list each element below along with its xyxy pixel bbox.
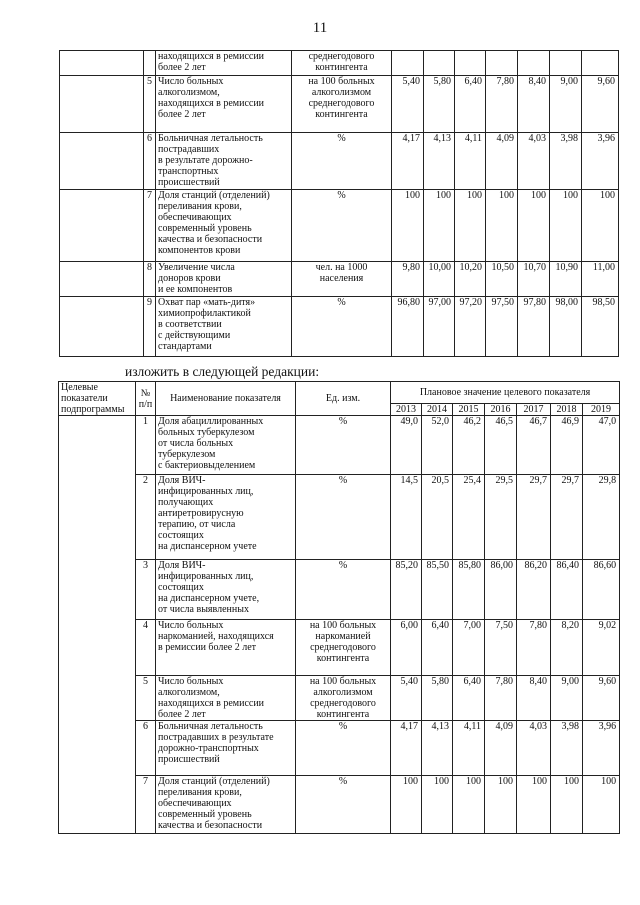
value-cell: 10,00 — [424, 262, 455, 297]
value-cell: 10,20 — [455, 262, 486, 297]
indicator-name: Охват пар «мать-дитя» химиопрофилактикой в соответствии с действующими стандартами — [156, 297, 292, 357]
empty-group-cell — [60, 51, 144, 76]
value-cell: 9,80 — [392, 262, 424, 297]
value-cell: 4,09 — [486, 133, 518, 190]
value-cell: 47,0 — [583, 416, 620, 475]
row-number: 6 — [136, 721, 156, 776]
header-year: 2017 — [517, 403, 551, 415]
value-cell: 86,20 — [517, 560, 551, 620]
value-cell: 86,60 — [583, 560, 620, 620]
value-cell: 4,03 — [518, 133, 550, 190]
indicator-name: Число больных наркоманией, находящихся в ремиссии более 2 лет — [156, 620, 296, 676]
section-heading: изложить в следующей редакции: — [125, 364, 320, 379]
row-number — [144, 51, 156, 76]
value-cell: 10,90 — [550, 262, 582, 297]
value-cell — [486, 51, 518, 76]
value-cell: 49,0 — [391, 416, 422, 475]
value-cell: 100 — [582, 190, 619, 262]
value-cell: 46,2 — [453, 416, 485, 475]
indicator-name: Больничная летальность пострадавших в результате дорожно- транспортных происшествий — [156, 133, 292, 190]
value-cell: 86,00 — [485, 560, 517, 620]
header-indicator-name: Наименование показателя — [156, 382, 296, 416]
value-cell — [392, 51, 424, 76]
value-cell: 29,7 — [517, 475, 551, 560]
value-cell: 4,03 — [517, 721, 551, 776]
value-cell: 5,40 — [391, 676, 422, 721]
header-year: 2014 — [422, 403, 453, 415]
empty-group-cell — [60, 262, 144, 297]
value-cell: 9,60 — [582, 76, 619, 133]
indicator-name: Больничная летальность пострадавших в результате дорожно-транспортных происшествий — [156, 721, 296, 776]
value-cell: 3,98 — [550, 133, 582, 190]
value-cell: 5,80 — [424, 76, 455, 133]
value-cell: 9,00 — [550, 76, 582, 133]
table-row — [60, 262, 619, 297]
header-planned-value: Плановое значение целевого показателя — [391, 382, 620, 404]
value-cell: 3,98 — [551, 721, 583, 776]
header-target-indicators: Целевые показатели подпрограммы — [59, 382, 136, 416]
table-row — [59, 416, 620, 475]
empty-group-cell — [60, 76, 144, 133]
indicator-unit: % — [296, 560, 391, 620]
value-cell: 100 — [453, 776, 485, 834]
empty-group-cell — [60, 133, 144, 190]
row-number: 1 — [136, 416, 156, 475]
row-number: 6 — [144, 133, 156, 190]
row-number: 9 — [144, 297, 156, 357]
value-cell: 8,20 — [551, 620, 583, 676]
row-number: 7 — [144, 190, 156, 262]
value-cell: 6,40 — [453, 676, 485, 721]
value-cell: 20,5 — [422, 475, 453, 560]
value-cell: 98,50 — [582, 297, 619, 357]
value-cell: 97,80 — [518, 297, 550, 357]
empty-group-cell — [60, 190, 144, 262]
table-row — [60, 76, 619, 133]
indicator-unit: на 100 больных алкоголизмом среднегодового контингента — [296, 676, 391, 721]
value-cell: 96,80 — [392, 297, 424, 357]
value-cell: 100 — [485, 776, 517, 834]
indicator-name: Доля станций (отделений) переливания крови, обеспечивающих современный уровень качества и безопасности — [156, 776, 296, 834]
table-row — [59, 721, 620, 776]
indicator-name: находящихся в ремиссии более 2 лет — [156, 51, 292, 76]
value-cell: 6,00 — [391, 620, 422, 676]
value-cell: 5,80 — [422, 676, 453, 721]
table-row — [60, 133, 619, 190]
header-year: 2013 — [391, 403, 422, 415]
value-cell: 4,09 — [485, 721, 517, 776]
table-row — [60, 51, 619, 76]
indicator-name: Доля ВИЧ- инфицированных лиц, получающих антиретровирусную терапию, от числа состоящих на диспансерном учете — [156, 475, 296, 560]
value-cell: 8,40 — [517, 676, 551, 721]
value-cell: 7,80 — [485, 676, 517, 721]
value-cell: 100 — [550, 190, 582, 262]
value-cell: 97,00 — [424, 297, 455, 357]
value-cell: 4,17 — [391, 721, 422, 776]
value-cell: 100 — [422, 776, 453, 834]
value-cell: 46,5 — [485, 416, 517, 475]
header-unit: Ед. изм. — [296, 382, 391, 416]
value-cell: 100 — [424, 190, 455, 262]
row-number: 2 — [136, 475, 156, 560]
value-cell: 9,60 — [583, 676, 620, 721]
value-cell: 4,17 — [392, 133, 424, 190]
value-cell: 100 — [551, 776, 583, 834]
value-cell: 4,13 — [424, 133, 455, 190]
indicator-unit: чел. на 1000 населения — [292, 262, 392, 297]
value-cell — [550, 51, 582, 76]
value-cell: 29,8 — [583, 475, 620, 560]
indicator-unit: на 100 больных наркоманией среднегодового контингента — [296, 620, 391, 676]
indicator-name: Число больных алкоголизмом, находящихся в ремиссии более 2 лет — [156, 676, 296, 721]
row-number: 3 — [136, 560, 156, 620]
indicator-unit: % — [292, 190, 392, 262]
value-cell — [518, 51, 550, 76]
value-cell: 85,80 — [453, 560, 485, 620]
value-cell: 100 — [486, 190, 518, 262]
value-cell: 5,40 — [392, 76, 424, 133]
value-cell — [455, 51, 486, 76]
table-row — [59, 676, 620, 721]
empty-group-cell — [60, 297, 144, 357]
value-cell: 7,50 — [485, 620, 517, 676]
value-cell: 85,50 — [422, 560, 453, 620]
indicator-unit: среднегодового контингента — [292, 51, 392, 76]
row-number: 5 — [144, 76, 156, 133]
header-year: 2016 — [485, 403, 517, 415]
value-cell — [424, 51, 455, 76]
value-cell: 29,5 — [485, 475, 517, 560]
value-cell: 98,00 — [550, 297, 582, 357]
value-cell: 100 — [517, 776, 551, 834]
value-cell: 9,02 — [583, 620, 620, 676]
row-number: 4 — [136, 620, 156, 676]
table-row — [59, 620, 620, 676]
value-cell: 11,00 — [582, 262, 619, 297]
value-cell: 97,20 — [455, 297, 486, 357]
indicator-name: Доля ВИЧ- инфицированных лиц, состоящих на диспансерном учете, от числа выявленных — [156, 560, 296, 620]
value-cell: 100 — [518, 190, 550, 262]
value-cell: 100 — [583, 776, 620, 834]
value-cell: 8,40 — [518, 76, 550, 133]
value-cell: 7,80 — [517, 620, 551, 676]
table-row — [59, 560, 620, 620]
value-cell: 100 — [391, 776, 422, 834]
indicator-name: Доля станций (отделений) переливания крови, обеспечивающих современный уровень качества и безопасности компонентов крови — [156, 190, 292, 262]
value-cell: 25,4 — [453, 475, 485, 560]
header-row-number: № п/п — [136, 382, 156, 416]
bottom-indicator-table — [58, 381, 620, 834]
row-number: 7 — [136, 776, 156, 834]
header-year: 2015 — [453, 403, 485, 415]
indicator-unit: на 100 больных алкоголизмом среднегодового контингента — [292, 76, 392, 133]
value-cell: 97,50 — [486, 297, 518, 357]
indicator-unit: % — [292, 133, 392, 190]
value-cell — [582, 51, 619, 76]
empty-group-cell — [59, 416, 136, 834]
value-cell: 46,9 — [551, 416, 583, 475]
indicator-name: Увеличение числа доноров крови и ее компонентов — [156, 262, 292, 297]
row-number: 8 — [144, 262, 156, 297]
indicator-unit: % — [292, 297, 392, 357]
value-cell: 14,5 — [391, 475, 422, 560]
indicator-name: Доля абациллированных больных туберкулезом от числа больных туберкулезом с бактериовыделением — [156, 416, 296, 475]
page-number: 11 — [312, 20, 328, 36]
value-cell: 7,80 — [486, 76, 518, 133]
indicator-unit: % — [296, 475, 391, 560]
top-indicator-table — [59, 50, 619, 357]
table-row — [60, 190, 619, 262]
value-cell: 6,40 — [455, 76, 486, 133]
value-cell: 6,40 — [422, 620, 453, 676]
value-cell: 3,96 — [582, 133, 619, 190]
value-cell: 4,13 — [422, 721, 453, 776]
row-number: 5 — [136, 676, 156, 721]
value-cell: 4,11 — [455, 133, 486, 190]
value-cell: 85,20 — [391, 560, 422, 620]
indicator-unit: % — [296, 721, 391, 776]
table-row — [60, 297, 619, 357]
value-cell: 7,00 — [453, 620, 485, 676]
value-cell: 29,7 — [551, 475, 583, 560]
indicator-unit: % — [296, 776, 391, 834]
value-cell: 4,11 — [453, 721, 485, 776]
value-cell: 100 — [455, 190, 486, 262]
value-cell: 86,40 — [551, 560, 583, 620]
value-cell: 52,0 — [422, 416, 453, 475]
value-cell: 46,7 — [517, 416, 551, 475]
indicator-unit: % — [296, 416, 391, 475]
table-row — [59, 475, 620, 560]
value-cell: 9,00 — [551, 676, 583, 721]
value-cell: 10,70 — [518, 262, 550, 297]
indicator-name: Число больных алкоголизмом, находящихся в ремиссии более 2 лет — [156, 76, 292, 133]
header-year: 2018 — [551, 403, 583, 415]
value-cell: 100 — [392, 190, 424, 262]
value-cell: 10,50 — [486, 262, 518, 297]
table-row — [59, 776, 620, 834]
header-year: 2019 — [583, 403, 620, 415]
value-cell: 3,96 — [583, 721, 620, 776]
